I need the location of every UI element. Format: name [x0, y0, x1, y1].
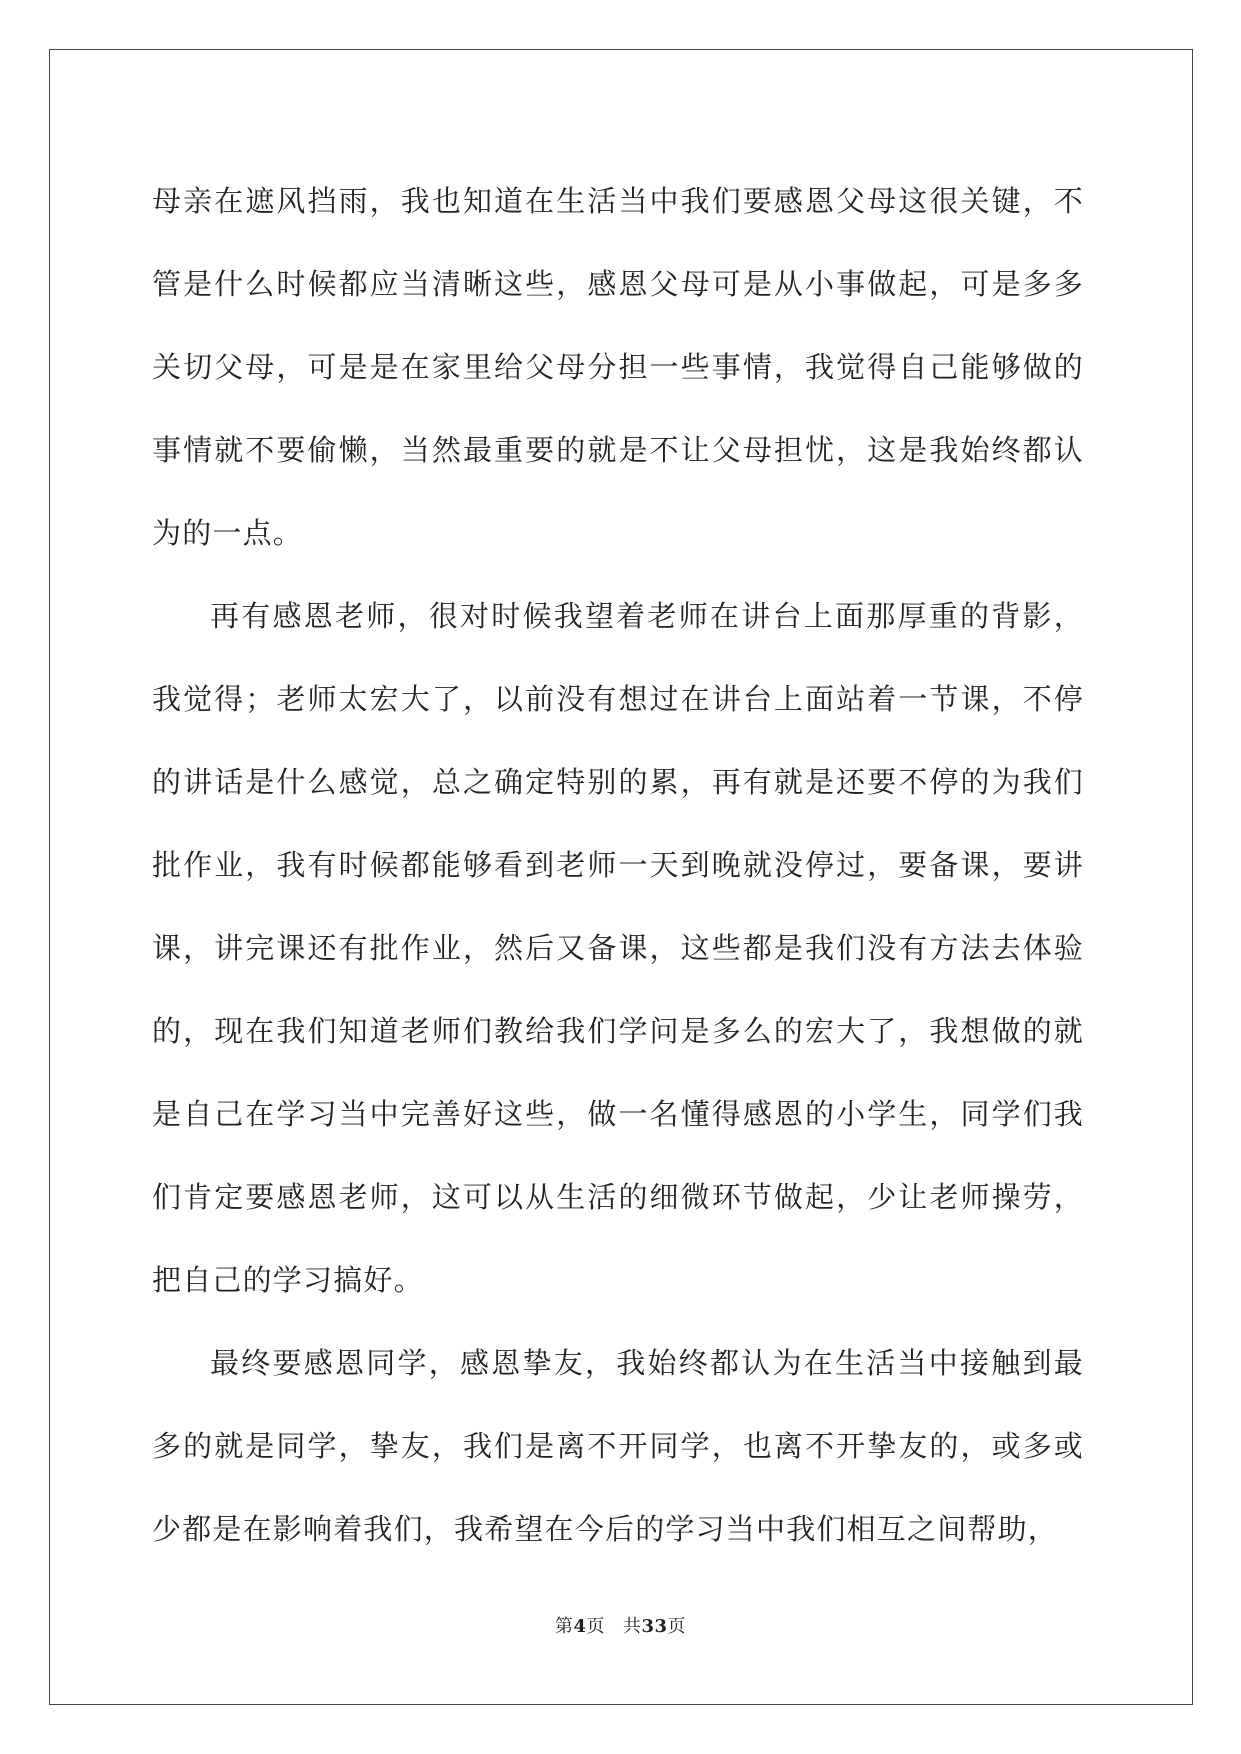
footer-total-suffix: 页 [667, 1616, 687, 1637]
paragraph-1: 母亲在遮风挡雨，我也知道在生活当中我们要感恩父母这很关键，不管是什么时候都应当清晰这些，感恩父母可是从小事做起，可是多多关切父母，可是是在家里给父母分担一些事情，我觉得自己能够做的事情就不要偷懒，当然最重要的就是不让父母担忧，这是我始终都认为的一点。 [152, 184, 1084, 550]
footer-total-prefix: 共 [622, 1616, 642, 1637]
document-body [152, 160, 1084, 1571]
footer-prefix: 第 [554, 1616, 574, 1637]
page-footer [0, 1612, 1241, 1638]
paragraph-3: 最终要感恩同学，感恩挚友，我始终都认为在生活当中接触到最多的就是同学，挚友，我们是离不开同学，也离不开挚友的，或多或少都是在影响着我们，我希望在今后的学习当中我们相互之间帮助， [152, 1346, 1084, 1546]
footer-page-suffix: 页 [586, 1616, 605, 1637]
paragraph-2: 再有感恩老师，很对时候我望着老师在讲台上面那厚重的背影，我觉得；老师太宏大了，以前没有想过在讲台上面站着一节课，不停的讲话是什么感觉，总之确定特别的累，再有就是还要不停的为我们批作业，我有时候都能够看到老师一天到晚就没停过，要备课，要讲课，讲完课还有批作业，然后又备课，这些都是我们没有方法去体验的，现在我们知道老师们教给我们学问是多么的宏大了，我想做的就是自己在学习当中完善好这些，做一名懂得感恩的小学生，同学们我们肯定要感恩老师，这可以从生活的细微环节做起，少让老师操劳，把自己的学习搞好。 [152, 599, 1084, 1297]
footer-total-pages: 33 [641, 1616, 668, 1637]
footer-page-number: 4 [573, 1616, 587, 1637]
